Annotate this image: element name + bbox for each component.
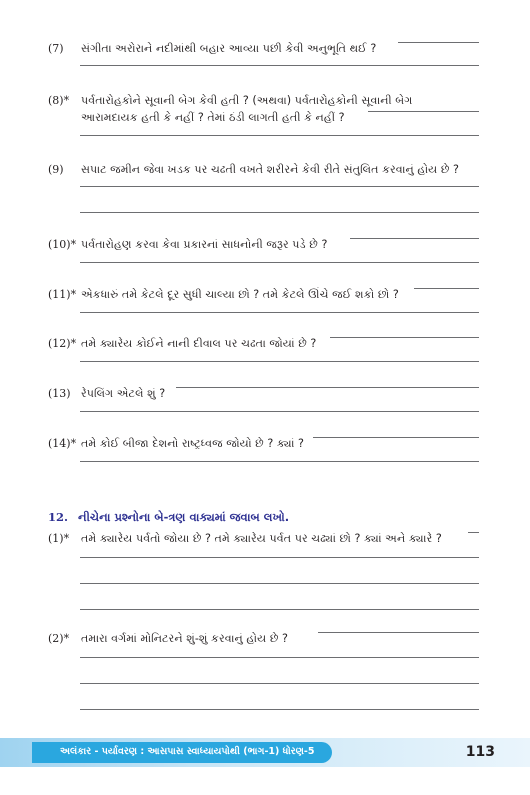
answer-line[interactable]	[398, 42, 479, 43]
section-title: નીચેના પ્રશ્નોના બે-ત્રણ વાક્યમાં જવાબ લખો.	[78, 510, 290, 524]
answer-line[interactable]	[80, 262, 479, 263]
page-number: 113	[465, 744, 495, 760]
answer-line[interactable]	[80, 135, 479, 136]
question-text: તમે ક્યારેય કોઈને નાની દીવાલ પર ચઢતા જોયાં છે ?	[81, 337, 317, 350]
question-text: રેપલિંગ એટલે શું ?	[81, 387, 166, 400]
answer-line[interactable]	[330, 337, 479, 338]
answer-line[interactable]	[350, 238, 479, 239]
question-number: (7)	[48, 42, 64, 55]
book-title: અલંકાર - પર્યાવરણ : આસપાસ સ્વાધ્યાયપોથી (ભાગ-1) ધોરણ-5	[60, 746, 315, 757]
question-number: (10)*	[48, 238, 77, 251]
answer-line[interactable]	[80, 461, 479, 462]
answer-line[interactable]	[318, 632, 479, 633]
question-number: (11)*	[48, 288, 77, 301]
answer-line[interactable]	[80, 609, 479, 610]
question-number: (2)*	[48, 632, 70, 645]
question-text: સંગીતા અરોરાને નદીમાંથી બહાર આવ્યા પછી કેવી અનુભૂતિ થઈ ?	[81, 42, 377, 55]
answer-line[interactable]	[80, 683, 479, 684]
question-number: (9)	[48, 163, 64, 176]
question-number: (8)*	[48, 94, 70, 107]
question-text: સપાટ જમીન જેવા ખડક પર ચઢતી વખતે શરીરને કેવી રીતે સંતુલિત કરવાનું હોય છે ?	[81, 163, 459, 176]
answer-line[interactable]	[313, 437, 479, 438]
answer-line[interactable]	[368, 111, 479, 112]
question-text: પર્વતારોહણ કરવા કેવા પ્રકારનાં સાધનોની જરૂર પડે છે ?	[81, 238, 328, 251]
answer-line[interactable]	[80, 361, 479, 362]
answer-line[interactable]	[80, 557, 479, 558]
answer-line[interactable]	[80, 65, 479, 66]
answer-line[interactable]	[80, 583, 479, 584]
question-text: તમે ક્યારેય પર્વતો જોયા છે ? તમે ક્યારેય પર્વત પર ચઢ્યાં છો ? ક્યાં અને ક્યારે ?	[81, 532, 442, 545]
question-text: એકધારું તમે કેટલે દૂર સુધી ચાલ્યા છો ? તમે કેટલે ઊંચે જઈ શકો છો ?	[81, 288, 399, 301]
question-text: તમારા વર્ગમાં મોનિટરને શું-શું કરવાનું હોય છે ?	[81, 632, 288, 645]
answer-line[interactable]	[80, 709, 479, 710]
section-number: 12.	[48, 510, 69, 524]
page-footer	[0, 738, 530, 767]
answer-line[interactable]	[414, 288, 479, 289]
book-title-banner	[32, 742, 332, 763]
answer-line[interactable]	[176, 387, 479, 388]
question-text-continued: આરામદાયક હતી કે નહીં ? તેમાં ઠંડી લાગતી હતી કે નહીં ?	[81, 111, 345, 124]
question-number: (12)*	[48, 337, 77, 350]
question-number: (14)*	[48, 437, 77, 450]
question-number: (13)	[48, 387, 71, 400]
question-number: (1)*	[48, 532, 70, 545]
answer-line[interactable]	[80, 411, 479, 412]
answer-line[interactable]	[80, 312, 479, 313]
answer-line[interactable]	[80, 212, 479, 213]
question-text: પર્વતારોહકોને સૂવાની બેગ કેવી હતી ? (અથવા) પર્વતારોહકોની સૂવાની બેગ	[81, 94, 413, 107]
answer-line[interactable]	[80, 186, 479, 187]
question-text: તમે કોઈ બીજા દેશનો રાષ્ટ્રધ્વજ જોયો છે ? ક્યાં ?	[81, 437, 304, 450]
answer-line[interactable]	[468, 532, 479, 533]
section-heading	[48, 510, 289, 525]
answer-line[interactable]	[80, 657, 479, 658]
